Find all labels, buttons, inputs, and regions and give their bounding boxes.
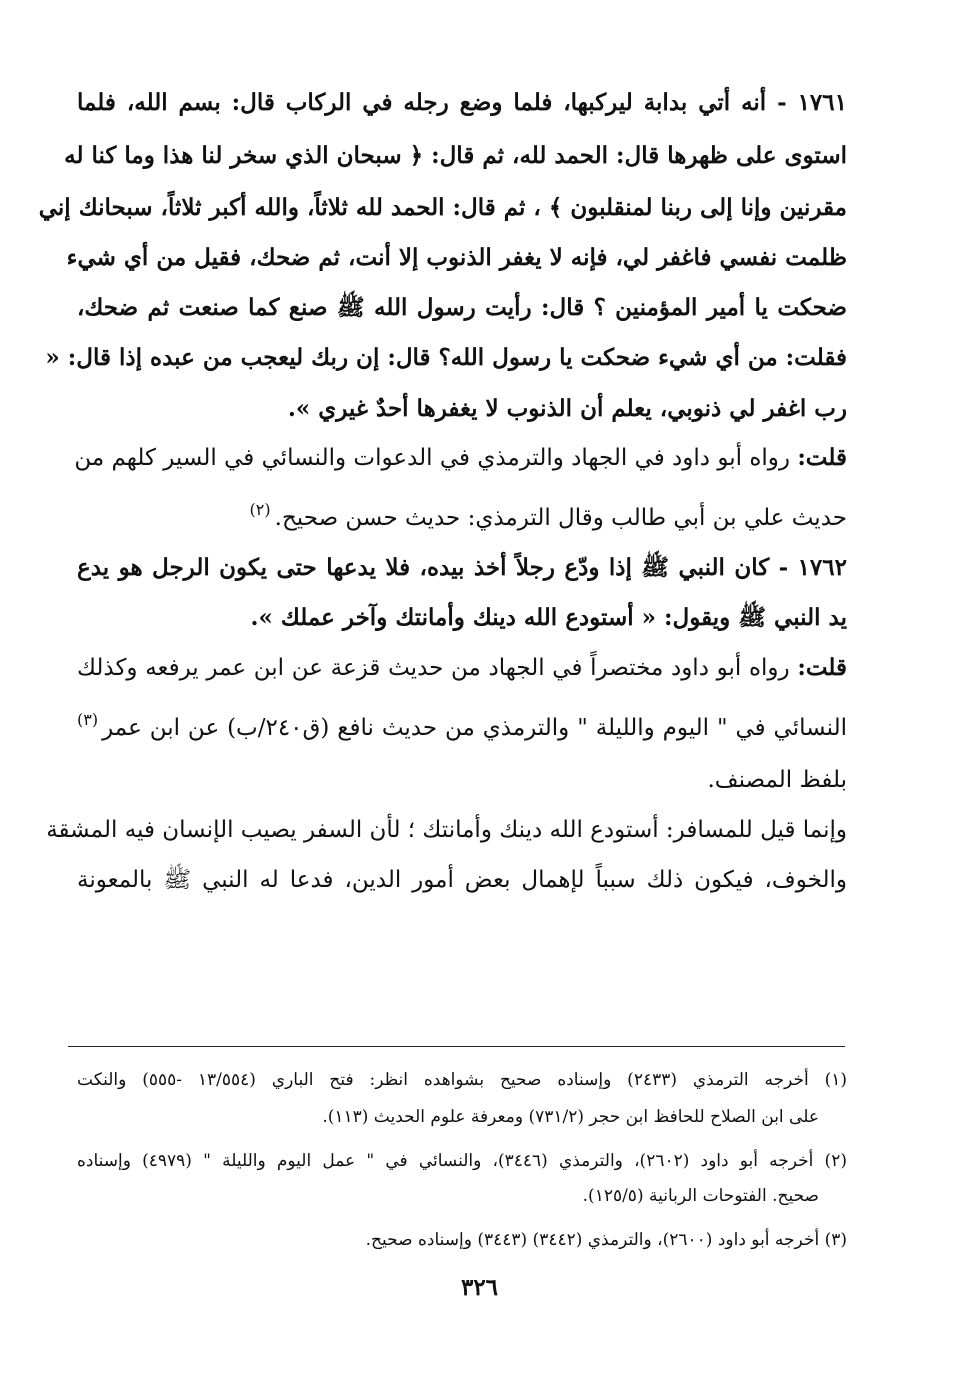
hadith-1761-line-6: فقلت: من أي شيء ضحكت يا رسول الله؟ قال: إن ربك ليعجب من عبده إذا قال: « (45, 344, 847, 371)
note-text: النسائي في " اليوم والليلة " والترمذي من حديث نافع (ق٢٤٠/ب) عن ابن عمر (102, 715, 847, 741)
hadith-1761-line-4: ظلمت نفسي فاغفر لي، فإنه لا يغفر الذنوب إلا أنت، ثم ضحك، فقيل من أي شيء (66, 244, 847, 271)
footnote-2-line-2: صحيح. الفتوحات الربانية (١٢٥/٥). (582, 1186, 819, 1206)
note-1761-line-1 (74, 443, 847, 473)
commentary-line-1: وإنما قيل للمسافر: أستودع الله دينك وأمانتك ؛ لأن السفر يصيب الإنسان فيه المشقة (46, 817, 847, 843)
note-label: قلت: (797, 654, 848, 681)
hadith-1761-line-2: استوى على ظهرها قال: الحمد لله، ثم قال: ﴿ سبحان الذي سخر لنا هذا وما كنا له (64, 142, 847, 169)
page-number: ٣٢٦ (460, 1274, 499, 1301)
note-1762-line-2 (77, 710, 847, 745)
note-text: رواه أبو داود مختصراً في الجهاد من حديث قزعة عن ابن عمر يرفعه وكذلك (77, 655, 790, 681)
note-1762-line-1 (77, 653, 847, 683)
footnote-1-line-1: (١) أخرجه الترمذي (٢٤٣٣) وإسناده صحيح بشواهده انظر: فتح الباري (١٣/٥٥٤ -٥٥٥) والنكت (77, 1070, 848, 1090)
hadith-1762-line-2: يد النبي ﷺ ويقول: « أستودع الله دينك وأمانتك وآخر عملك ». (250, 604, 847, 631)
note-label: قلت: (797, 444, 847, 471)
hadith-1761-line-5: ضحكت يا أمير المؤمنين ؟ قال: رأيت رسول الله ﷺ صنع كما صنعت ثم ضحك، (77, 294, 847, 321)
note-1762-line-3: بلفظ المصنف. (707, 767, 847, 793)
note-1761-line-2 (77, 500, 847, 535)
hadith-1762-line-1: ١٧٦٢ - كان النبي ﷺ إذا ودّع رجلاً أخذ بيده، فلا يدعها حتى يكون الرجل هو يدع (77, 554, 847, 581)
hadith-1761-line-7: رب اغفر لي ذنوبي، يعلم أن الذنوب لا يغفرها أحدٌ غيري ». (287, 395, 847, 422)
footnote-3-line-1: (٣) أخرجه أبو داود (٢٦٠٠)، والترمذي (٣٤٤٢) (٣٤٤٣) وإسناده صحيح. (365, 1230, 847, 1250)
footnote-divider (68, 1046, 845, 1047)
commentary-line-2: والخوف، فيكون ذلك سبباً لإهمال بعض أمور الدين، فدعا له النبي ﷺ بالمعونة (77, 867, 847, 893)
hadith-1761-line-1: ١٧٦١ - أنه أتي بدابة ليركبها، فلما وضع رجله في الركاب قال: بسم الله، فلما (77, 89, 847, 116)
note-text: حديث علي بن أبي طالب وقال الترمذي: حديث حسن صحيح. (274, 505, 847, 531)
note-text: رواه أبو داود في الجهاد والترمذي في الدعوات والنسائي في السير كلهم من (74, 445, 790, 471)
hadith-1761-line-3: مقرنين وإنا إلى ربنا لمنقلبون ﴾ ، ثم قال: الحمد لله ثلاثاً، والله أكبر ثلاثاً، سبحانك إني (38, 194, 847, 221)
footnote-2-line-1: (٢) أخرجه أبو داود (٢٦٠٢)، والترمذي (٣٤٤٦)، والنسائي في " عمل اليوم والليلة " (٤٩٧٩) وإسناده (77, 1151, 847, 1171)
footnote-marker: (٣) (77, 710, 99, 729)
footnote-1-line-2: على ابن الصلاح للحافظ ابن حجر (٧٣١/٢) ومعرفة علوم الحديث (١١٣). (322, 1107, 819, 1127)
footnote-marker: (٢) (249, 500, 271, 519)
